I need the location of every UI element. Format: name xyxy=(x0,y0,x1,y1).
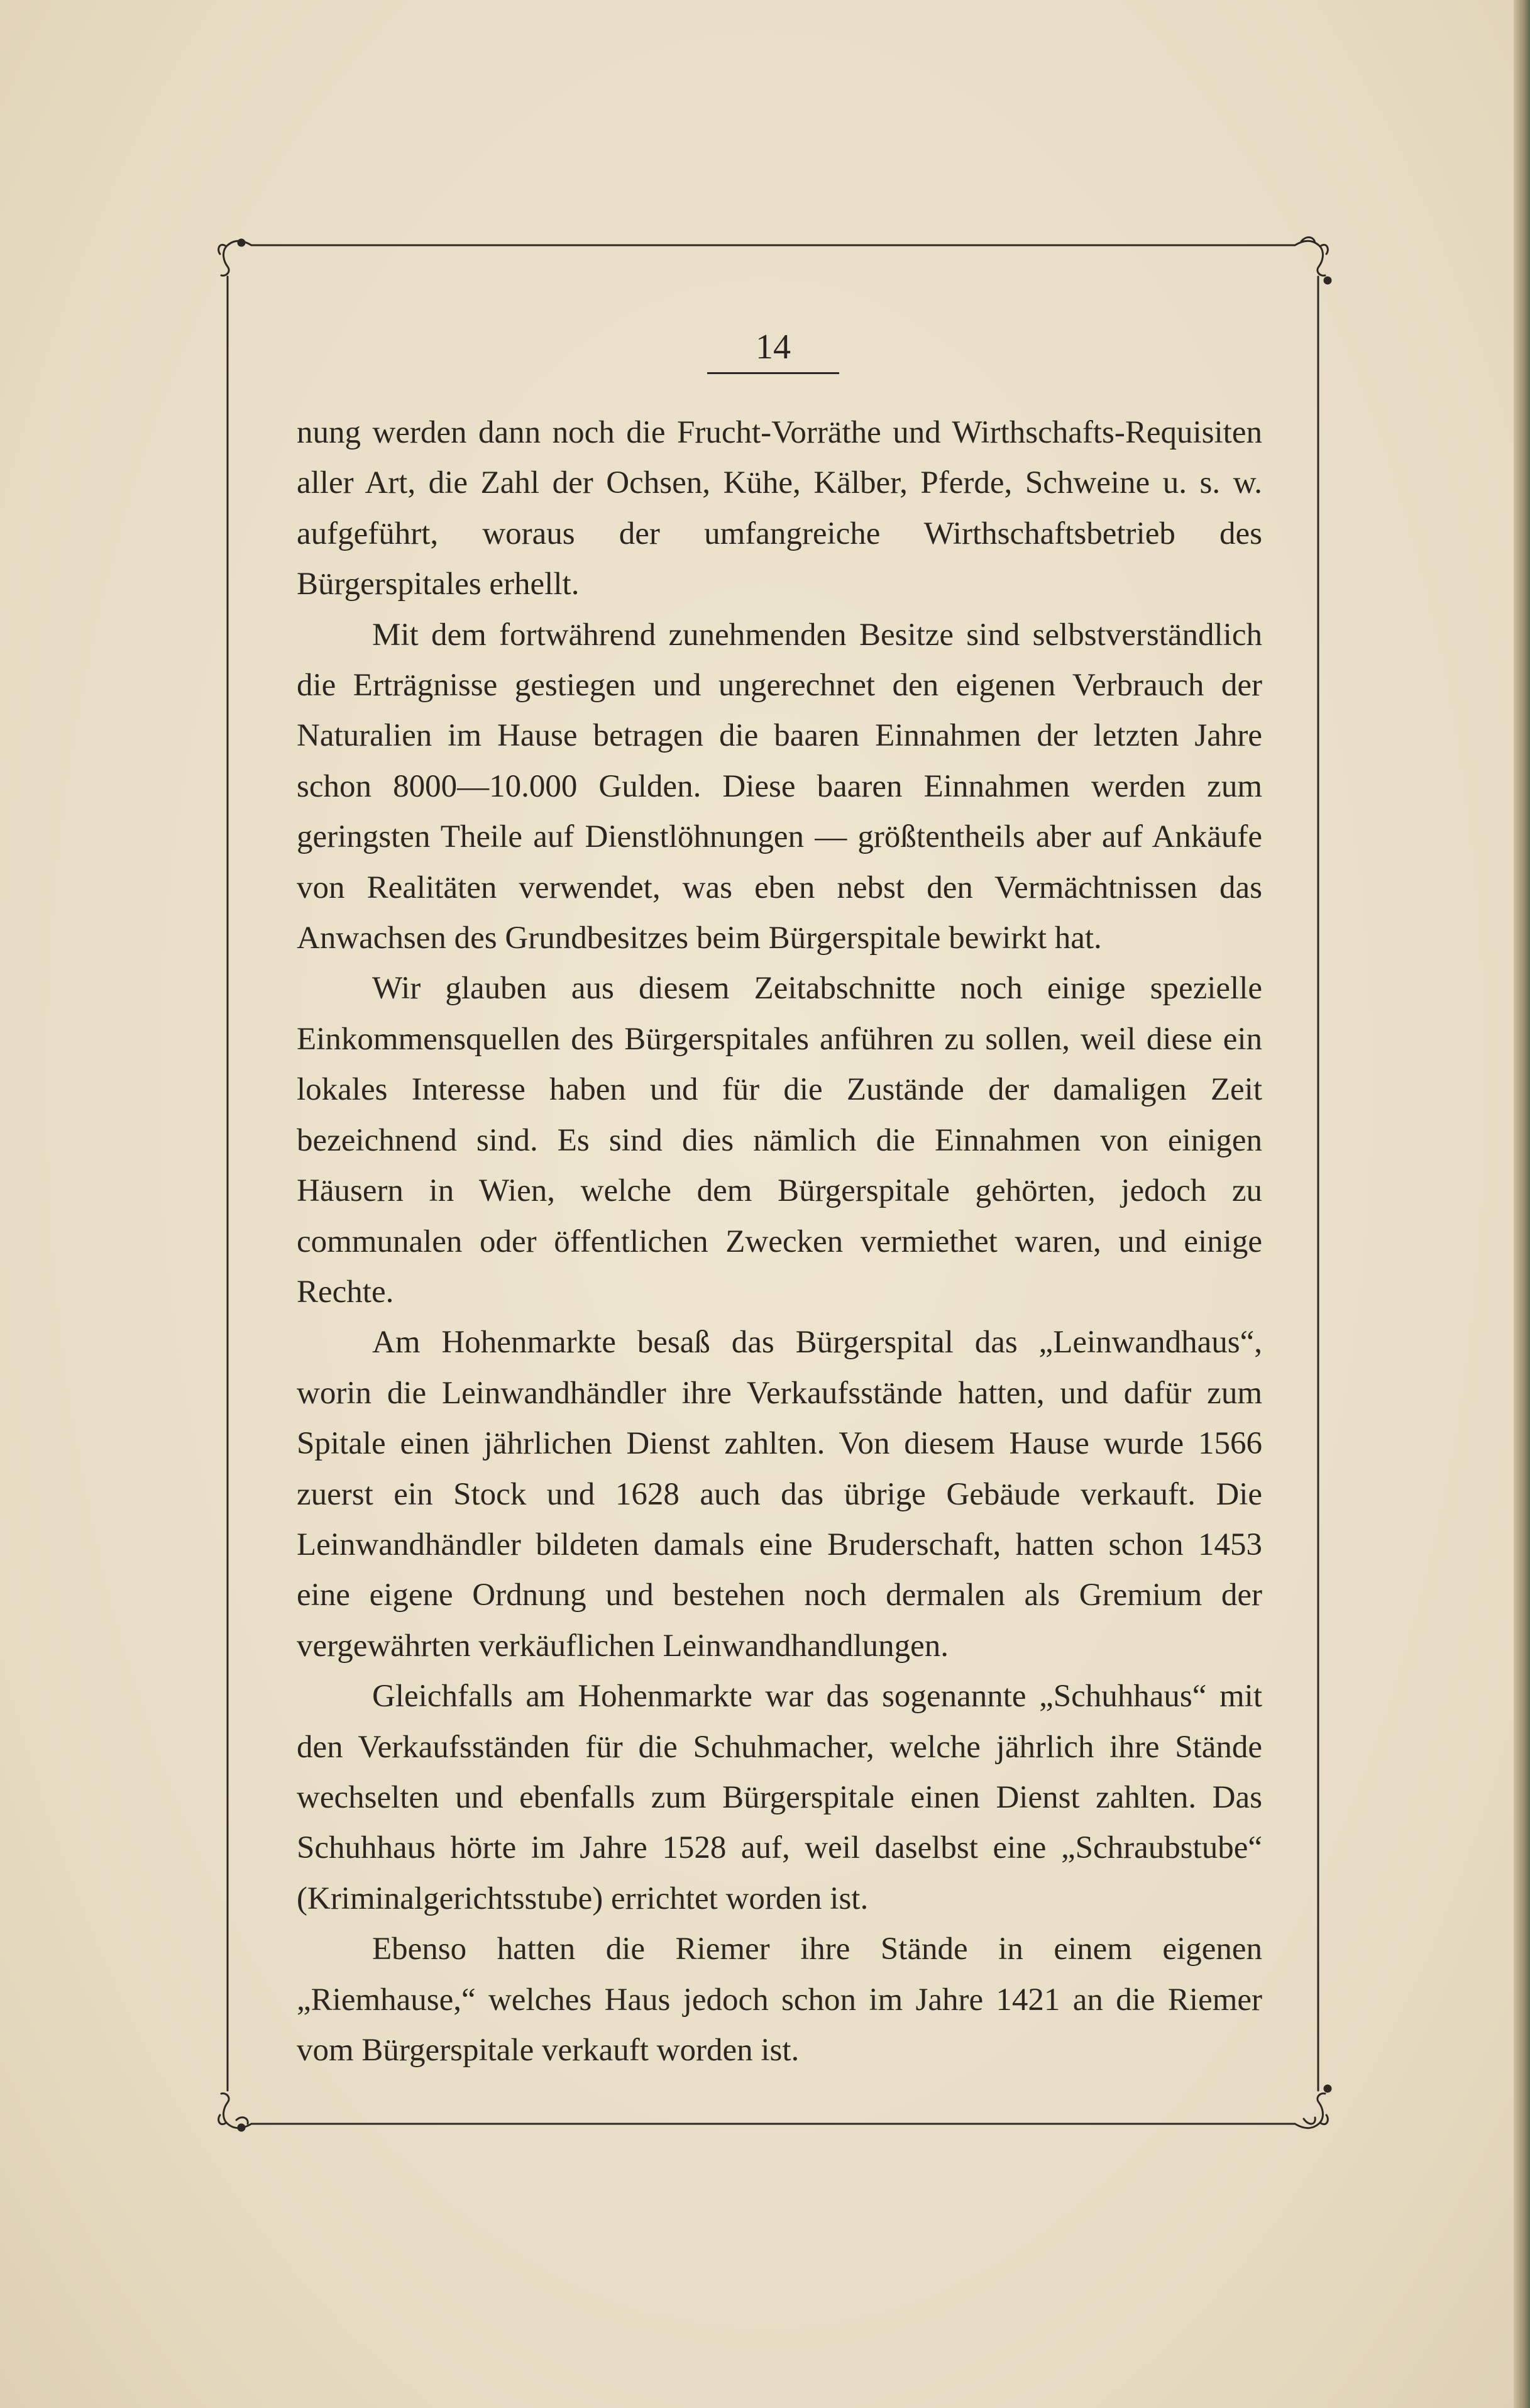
paragraph: Am Hohenmarkte besaß das Bürgerspital das „Leinwandhaus“, worin die Leinwandhändler ihre Verkaufsstände hatten, und dafür zum Spitale einen jährlichen Dienst zahlten. Von diesem Hause wurde 1566 zuerst ein Stock und 1628 auch das übrige Gebäude verkauft. Die Leinwandhändler bildeten damals eine Bruderschaft, hatten schon 1453 eine eigene Ordnung und bestehen noch dermalen als Gremium der vergewährten verkäuflichen Leinwandhandlungen. xyxy=(297,1325,1262,1664)
paragraph: Gleichfalls am Hohenmarkte war das sogenannte „Schuhhaus“ mit den Verkaufsständen für die Schuhmacher, welche jährlich ihre Stände wechselten und ebenfalls zum Bürgerspitale einen Dienst zahlten. Das Schuhhaus hörte im Jahre 1528 auf, weil daselbst eine „Schraubstube“ (Kriminalgerichtsstube) errichtet worden ist. xyxy=(297,1679,1262,1916)
corner-ornament-bottom-right xyxy=(1295,2085,1331,2128)
body-text xyxy=(297,407,1262,2068)
page-number: 14 xyxy=(756,328,791,367)
paragraph: Ebenso hatten die Riemer ihre Stände in einem eigenen „Riemhause,“ welches Haus jedoch schon im Jahre 1421 an die Riemer vom Bürgerspitale verkauft worden ist. xyxy=(297,1931,1262,2068)
corner-ornament-top-right xyxy=(1295,237,1331,284)
paragraph: Mit dem fortwährend zunehmenden Besitze sind selbstverständlich die Erträgnisse gestiegen und ungerechnet den eigenen Verbrauch der Naturalien im Hause betragen die baaren Einnahmen der letzten Jahre schon 8000—10.000 Gulden. Diese baaren Einnahmen werden zum geringsten Theile auf Dienstlöhnungen — größtentheils aber auf Ankäufe von Realitäten verwendet, was eben nebst den Vermächtnissen das Anwachsen des Grundbesitzes beim Bürgerspitale bewirkt hat. xyxy=(297,617,1262,956)
corner-ornament-top-left xyxy=(219,240,251,275)
page-number-underline xyxy=(707,372,839,374)
paragraph: Wir glauben aus diesem Zeitabschnitte noch einige spezielle Einkommensquellen des Bürgerspitales anführen zu sollen, weil diese ein lokales Interesse haben und für die Zustände der damaligen Zeit bezeichnend sind. Es sind dies nämlich die Einnahmen von einigen Häusern in Wien, welche dem Bürgerspitale gehörten, jedoch zu communalen oder öffentlichen Zwecken vermiethet waren, und einige Rechte. xyxy=(297,971,1262,1310)
corner-ornament-bottom-left xyxy=(219,2094,251,2131)
paragraph: nung werden dann noch die Frucht-Vorräthe und Wirthschafts-Requisiten aller Art, die Zahl der Ochsen, Kühe, Kälber, Pferde, Schweine u. s. w. aufgeführt, woraus der umfangreiche Wirthschaftsbetrieb des Bürgerspitales erhellt. xyxy=(297,415,1262,602)
